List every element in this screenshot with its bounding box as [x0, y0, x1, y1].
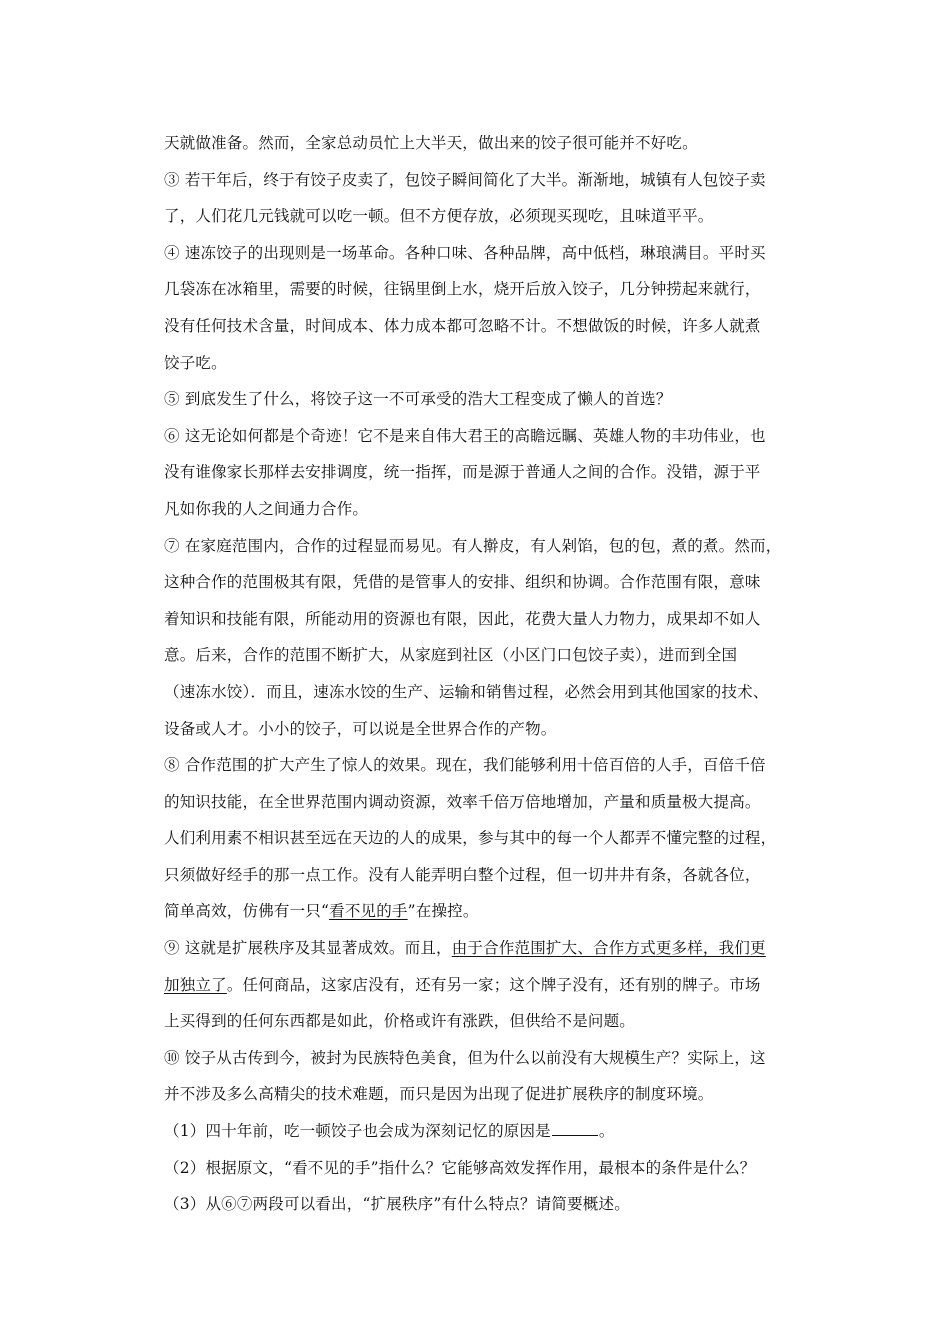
- text-line: ⑩ 饺子从古传到今，被封为民族特色美食，但为什么以前没有大规模生产？实际上，这: [164, 1048, 766, 1067]
- text-line: （速冻水饺）．而且，速冻水饺的生产、运输和销售过程，必然会用到其他国家的技术、: [164, 682, 769, 701]
- text-line: 没有任何技术含量，时间成本、体力成本都可忽略不计。不想做饭的时候，许多人就煮: [164, 316, 761, 335]
- text-segment: 。任何商品，这家店没有，还有另一家；这个牌子没有，还有别的牌子。市场: [226, 975, 761, 994]
- paragraph-9: [164, 930, 824, 1040]
- question-text: 。: [598, 1122, 615, 1141]
- question-text: （1）四十年前，吃一顿饺子也会成为深刻记忆的原因是: [164, 1122, 551, 1141]
- paragraph-4: [164, 235, 824, 381]
- text-line: 没有谁像家长那样去安排调度，统一指挥，而是源于普通人之间的合作。没错，源于平: [164, 463, 761, 482]
- text-line: 并不涉及多么高精尖的技术难题，而只是因为出现了促进扩展秩序的制度环境。: [164, 1085, 714, 1104]
- text-segment: ”在操控。: [407, 902, 479, 921]
- question-1: [164, 1113, 824, 1150]
- question-3: （3）从⑥⑦两段可以看出，“扩展秩序”有什么特点？请简要概述。: [164, 1195, 630, 1214]
- text-line: [164, 967, 824, 1004]
- text-line: [164, 930, 824, 967]
- text-line: [164, 893, 824, 930]
- text-line: 意。后来，合作的范围不断扩大，从家庭到社区（小区门口包饺子卖），进而到全国: [164, 646, 738, 665]
- text-line: 这种合作的范围极其有限，凭借的是管事人的安排、组织和协调。合作范围有限，意味: [164, 573, 761, 592]
- underlined-sentence: 加独立了: [164, 975, 227, 994]
- paragraph-10: [164, 1040, 824, 1113]
- text-line: 饺子吃。: [164, 353, 227, 372]
- text-line: ⑧ 合作范围的扩大产生了惊人的效果。现在，我们能够利用十倍百倍的人手，百倍千倍: [164, 756, 766, 775]
- text-line: 的知识技能，在全世界范围内调动资源，效率千倍万倍地增加，产量和质量极大提高。: [164, 792, 761, 811]
- text-line: ⑥ 这无论如何都是个奇迹！它不是来自伟大君王的高瞻远瞩、英雄人物的丰功伟业，也: [164, 426, 766, 445]
- underlined-sentence: 由于合作范围扩大、合作方式更多样，我们更: [451, 939, 766, 958]
- paragraph-3: [164, 162, 824, 235]
- text-line: 了，人们花几元钱就可以吃一顿。但不方便存放，必须现买现吃，且味道平平。: [164, 207, 714, 226]
- questions-section: [164, 1113, 824, 1223]
- text-line: 凡如你我的人之间通力合作。: [164, 499, 369, 518]
- text-line: 天就做准备。然而，全家总动员忙上大半天，做出来的饺子很可能并不好吃。: [164, 134, 698, 152]
- text-line: ③ 若干年后，终于有饺子皮卖了，包饺子瞬间简化了大半。渐渐地，城镇有人包饺子卖: [164, 170, 766, 189]
- text-line: ⑦ 在家庭范围内，合作的过程显而易见。有人擀皮，有人剁馅，包的包，煮的煮。然而，: [164, 536, 782, 555]
- text-segment: ⑨ 这就是扩展秩序及其显著成效。而且，: [164, 939, 452, 958]
- text-line: ⑤ 到底发生了什么，将饺子这一不可承受的浩大工程变成了懒人的首选？: [164, 390, 672, 409]
- text-segment: 简单高效，仿佛有一只“: [164, 902, 330, 921]
- answer-blank[interactable]: [552, 1119, 598, 1136]
- paragraph-5: [164, 381, 824, 418]
- text-line: 人们利用素不相识甚至远在天边的人的成果，参与其中的每一个人都弄不懂完整的过程，: [164, 829, 777, 848]
- paragraph-7: [164, 528, 824, 748]
- paragraph-2-tail: [164, 125, 824, 162]
- text-line: 着知识和技能有限，所能动用的资源也有限，因此，花费大量人力物力，成果却不如人: [164, 609, 761, 628]
- paragraph-6: [164, 418, 824, 528]
- text-line: ④ 速冻饺子的出现则是一场革命。各种口味、各种品牌，高中低档，琳琅满目。平时买: [164, 243, 766, 262]
- underlined-phrase: 看不见的手: [329, 902, 408, 921]
- question-2: （2）根据原文，“看不见的手”指什么？它能够高效发挥作用，最根本的条件是什么？: [164, 1158, 756, 1177]
- text-line: 只须做好经手的那一点工作。没有人能弄明白整个过程，但一切井井有条，各就各位，: [164, 865, 761, 884]
- text-line: 几袋冻在冰箱里，需要的时候，往锅里倒上水，烧开后放入饺子，几分钟捞起来就行，: [164, 280, 761, 299]
- paragraph-8: [164, 747, 824, 930]
- text-line: 设备或人才。小小的饺子，可以说是全世界合作的产物。: [164, 719, 557, 738]
- article-body: [164, 125, 824, 1223]
- text-line: 上买得到的任何东西都是如此，价格或许有涨跌，但供给不是问题。: [164, 1012, 636, 1031]
